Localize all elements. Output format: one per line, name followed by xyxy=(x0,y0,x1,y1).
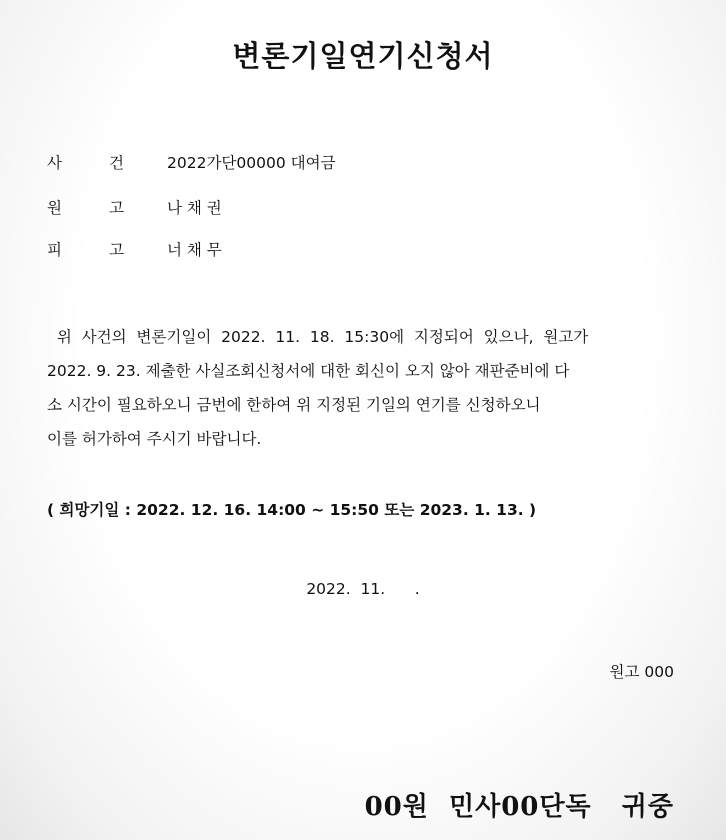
body-line-3: 소 시간이 필요하오니 금번에 한하여 위 지정된 기일의 연기를 신청하오니 xyxy=(47,396,541,414)
hope-date: ( 희망기일 : 2022. 12. 16. 14:00 ~ 15:50 또는 2023. 1. 13. ) xyxy=(47,501,537,519)
plaintiff-value: 나 채 권 xyxy=(167,199,222,217)
body-line-2: 2022. 9. 23. 제출한 사실조회신청서에 대한 회신이 오지 않아 재판준비에 다 xyxy=(47,362,570,380)
case-value: 2022가단00000 대여금 xyxy=(167,154,336,172)
document-title: 변론기일연기신청서 xyxy=(232,39,494,73)
plaintiff-label-a: 원 xyxy=(47,199,62,217)
case-label-a: 사 xyxy=(47,154,62,172)
filing-date: 2022. 11. . xyxy=(306,580,420,598)
defendant-value: 너 채 무 xyxy=(167,241,222,259)
plaintiff-label-b: 고 xyxy=(109,199,124,217)
defendant-label-b: 고 xyxy=(109,241,124,259)
defendant-label-a: 피 xyxy=(47,241,62,259)
court-addressee: 00원 민사00단독 귀중 xyxy=(364,792,674,822)
request-body xyxy=(47,320,677,456)
body-line-1: 위 사건의 변론기일이 2022. 11. 18. 15:30에 지정되어 있으나, 원고가 xyxy=(47,328,589,346)
body-line-4: 이를 허가하여 주시기 바랍니다. xyxy=(47,430,262,448)
case-label-b: 건 xyxy=(109,154,124,172)
signer: 원고 000 xyxy=(609,663,674,681)
